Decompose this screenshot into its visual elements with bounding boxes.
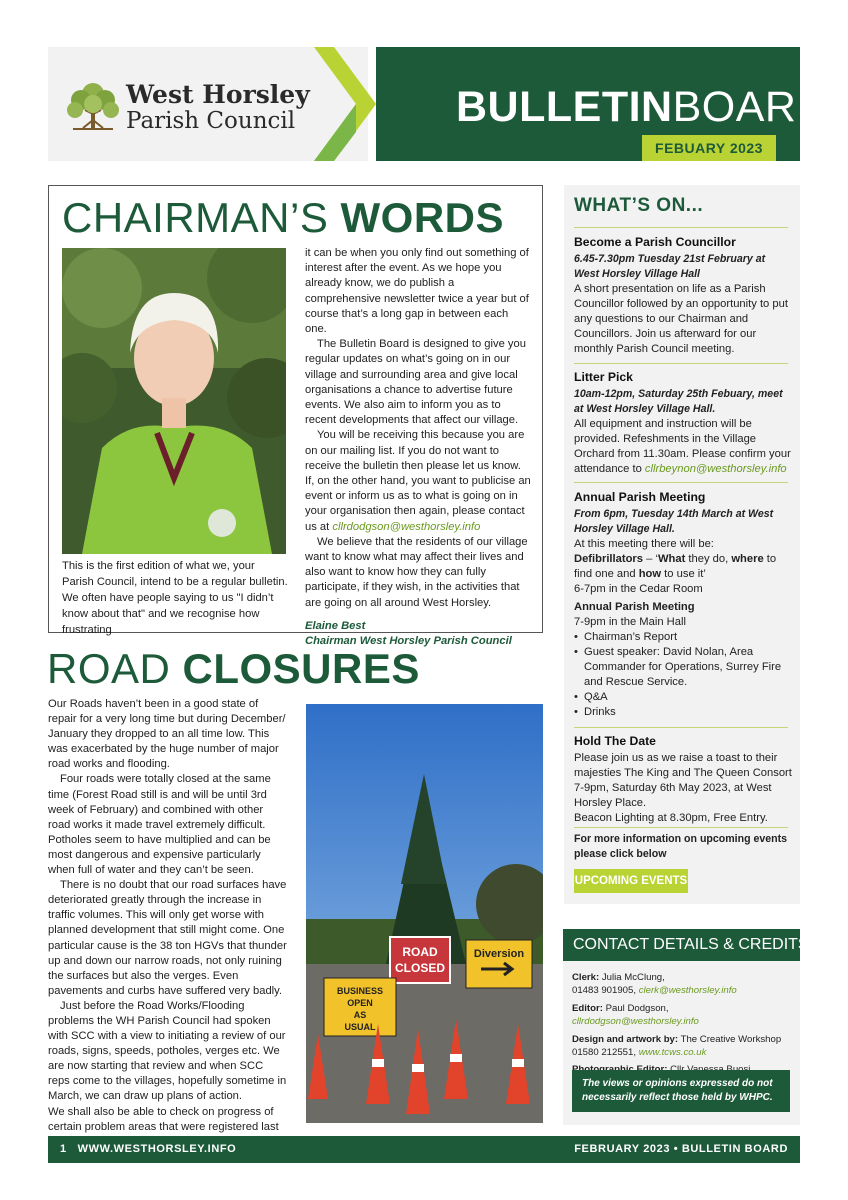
defib-text: they do, [685,553,732,565]
page-footer [48,1136,800,1163]
clerk-email-link[interactable]: clerk@westhorsley.info [638,985,737,997]
editor-line [572,1002,796,1029]
editor-name: Paul Dodgson, [605,1002,669,1014]
event-litter-pick [574,370,792,477]
defib-how: how [638,568,662,580]
clerk-phone: 01483 901905, [572,985,637,997]
bulletin-title [456,83,828,132]
road-para-5: We shall also be able to check on progress of certain problem areas that were registered last [48,1105,279,1133]
event-hold-the-date [574,734,792,826]
issue-date-badge: FEBUARY 2023 [642,135,776,161]
heading-bold: WORDS [340,194,505,241]
chairman-email-link[interactable]: cllrdodgson@westhorsley.info [332,520,481,533]
divider [574,363,788,364]
list-item: • Chairman’s Report [574,630,792,645]
masthead [48,47,829,161]
upcoming-events-button[interactable]: UPCOMING EVENTS [574,869,688,893]
council-name-line1: West Horsley [126,80,310,109]
event-desc: A short presentation on life as a Parish Councillor followed by an opportunity to put any questions to our Chairman and Councillors. Join us afterward for our monthly Parish Council meeting. [574,283,788,355]
road-para-1: Our Roads haven’t been in a good state of repair for a very long time but during December/ January they dropped to an all time low. This was exacerbated by the huge number of major road works and flooding. [48,698,286,771]
design-label: Design and artwork by: [572,1033,679,1045]
footer-website-link[interactable]: 1 WWW.WESTHORSLEY.INFO [60,1143,237,1155]
defib-time: 6-7pm in the Cedar Room [574,583,703,595]
sign-road-closed-line1: ROAD [402,945,438,959]
event-desc [574,417,792,477]
list-item: • Guest speaker: David Nolan, Area Commander for Operations, Surrey Fire and Rescue Service. [574,645,792,690]
contact-details-panel [563,929,809,1125]
event-title: Litter Pick [574,370,633,384]
clerk-label: Clerk: [572,972,600,983]
heading-regular: CHAIRMAN’S [62,194,341,241]
disclaimer-box: The views or opinions expressed do not necessarily reflect those held by WHPC. [572,1070,790,1112]
more-info-text: For more information on upcoming events please click below [574,833,788,860]
bulletin-title-regular: BOARD [672,83,829,131]
defib-text: – ‘ [643,553,658,565]
divider [574,727,788,728]
whats-on-heading: WHAT’S ON... [574,195,704,216]
contact-heading: CONTACT DETAILS & CREDITS [563,929,800,961]
chairmans-words-heading [62,194,504,242]
list-item: • Q&A [574,690,792,705]
chairman-para-3-text: You will be receiving this because you are on our mailing list. If you do not want to receive the bulletin then please let us know. If, on the other hand, you want to publicise an event or inform us as to what is going on in your organisation then again, please contact us at [305,429,531,533]
event-title: Annual Parish Meeting [574,490,706,504]
defib-text: to use it’ [661,568,706,580]
event-desc-text: All equipment and instruction will be provided. Refeshments in the Village Orchard from 11.30am. Please confirm your attendance to [574,418,791,475]
defib-what: What [657,553,686,565]
event-annual-parish-meeting [574,490,792,720]
event-when: 6.45-7.30pm Tuesday 21st February at West Horsley Village Hall [574,253,766,280]
design-line [572,1033,796,1060]
chairman-para-4: We believe that the residents of our village want to know what may affect their lives and also want to know how they can fully participate, if they wish, in the activities that are going on all around West Horsley. [305,535,528,609]
event-when: From 6pm, Tuesday 14th March at West Horsley Village Hall. [574,508,774,535]
apm-agenda-list [574,630,792,720]
event-when: 10am-12pm, Saturday 25th Febuary, meet at West Horsley Village Hall. [574,388,783,415]
event-title: Become a Parish Councillor [574,235,736,249]
bulletin-title-bold: BULLETIN [456,83,673,131]
divider [574,827,788,828]
sign-business-line2: OPEN [347,998,373,1008]
defib-label: Defibrillators [574,553,644,565]
apm-time: 7-9pm in the Main Hall [574,616,686,628]
chairman-para-3 [305,428,531,534]
road-para-3: There is no doubt that our road surfaces have deteriorated greatly through the increase in traffic volumes. This will only get worse with planned development that still might come. One particular cause is the 38 ton HGVs that thunder up and down our narrow roads, not only ruining the surfaces but also the verges. Even pavements and curbs have suffered very badly. [48,879,287,997]
road-closure-photo [306,704,543,1123]
defib-where: where [731,553,764,565]
road-closures-article [48,697,288,1150]
whats-on-panel [564,185,800,904]
editor-email-link[interactable]: cllrdodgson@westhorsley.info [572,1016,699,1028]
defib-text: to find one and [574,553,777,580]
design-name: The Creative Workshop [680,1033,782,1045]
road-closures-heading [47,645,420,693]
clerk-line [572,971,796,998]
clerk-name: Julia McClung, [601,972,665,983]
event-desc: Please join us as we raise a toast to their majesties The King and The Queen Consort 7-9pm, Saturday 6th May 2023, at West Horsley Place. [574,752,792,809]
defibrillators-line [574,552,792,582]
sign-business-line3: AS [353,1010,367,1020]
design-web-link[interactable]: www.tcws.co.uk [638,1047,707,1059]
list-item: • Drinks [574,705,792,720]
event-desc: At this meeting there will be: [574,538,714,550]
chairman-para-1: it can be when you only find out something of interest after the event. As we hope you already know, we do publish a comprehensive newsletter twice a year but of course that’s a long gap in between each one. [305,247,529,336]
sign-diversion: Diversion [473,948,525,960]
heading-bold: CLOSURES [182,645,420,692]
council-name-line2: Parish Council [126,108,296,134]
signature-role: Chairman West Horsley Parish Council [305,635,512,648]
road-para-2: Four roads were totally closed at the same time (Forest Road still is and will be until 3rd week of February) and combined with other road works it made travel extremely difficult. Potholes seem to have multiplied and can be most dangerous and expensive particularly when full of water and they can’t be seen. [48,773,271,877]
event-parish-councillor [574,235,792,357]
tree-logo-icon [65,80,121,132]
heading-regular: ROAD [47,645,183,692]
event-title: Hold The Date [574,734,656,748]
road-para-4: Just before the Road Works/Flooding problems the WH Parish Council had spoken with SCC with a view to initiating a review of our roads, signs, speeds, potholes, verges etc. We are now starting that review and when SCC reps come to the villages, hopefully sometime in March, we can draw up plans of action. [48,999,287,1103]
chairman-photo [62,248,286,554]
apm-label: Annual Parish Meeting [574,601,695,613]
divider [574,227,788,228]
divider [574,482,788,483]
chairmans-words-panel [48,185,543,648]
sign-business-line1: BUSINESS [336,986,384,996]
chairman-caption: This is the first edition of what we, your Parish Council, intend to be a regular bulletin. We often have people saying to us "I didn’t know about that" and we recognise how frustrating [62,560,288,636]
masthead-chevron-icon [314,47,376,161]
signature-name: Elaine Best [305,619,366,632]
sign-road-closed-line2: CLOSED [394,961,446,975]
chairman-article [305,246,531,649]
contact-body [572,971,796,1081]
litter-pick-email-link[interactable]: cllrbeynon@westhorsley.info [644,463,787,475]
footer-issue: FEBRUARY 2023 • BULLETIN BOARD [574,1143,788,1155]
chairman-para-2: The Bulletin Board is designed to give you regular updates on what’s going on in our village and surrounding area and give local organisations a chance to advertise future events. We also aim to inform you as to recent developments that affect our village. [305,338,526,427]
sign-business-line4: USUAL [344,1022,376,1032]
editor-label: Editor: [572,1002,603,1014]
event-desc-2: Beacon Lighting at 8.30pm, Free Entry. [574,812,768,824]
design-phone: 01580 212551, [572,1047,637,1059]
